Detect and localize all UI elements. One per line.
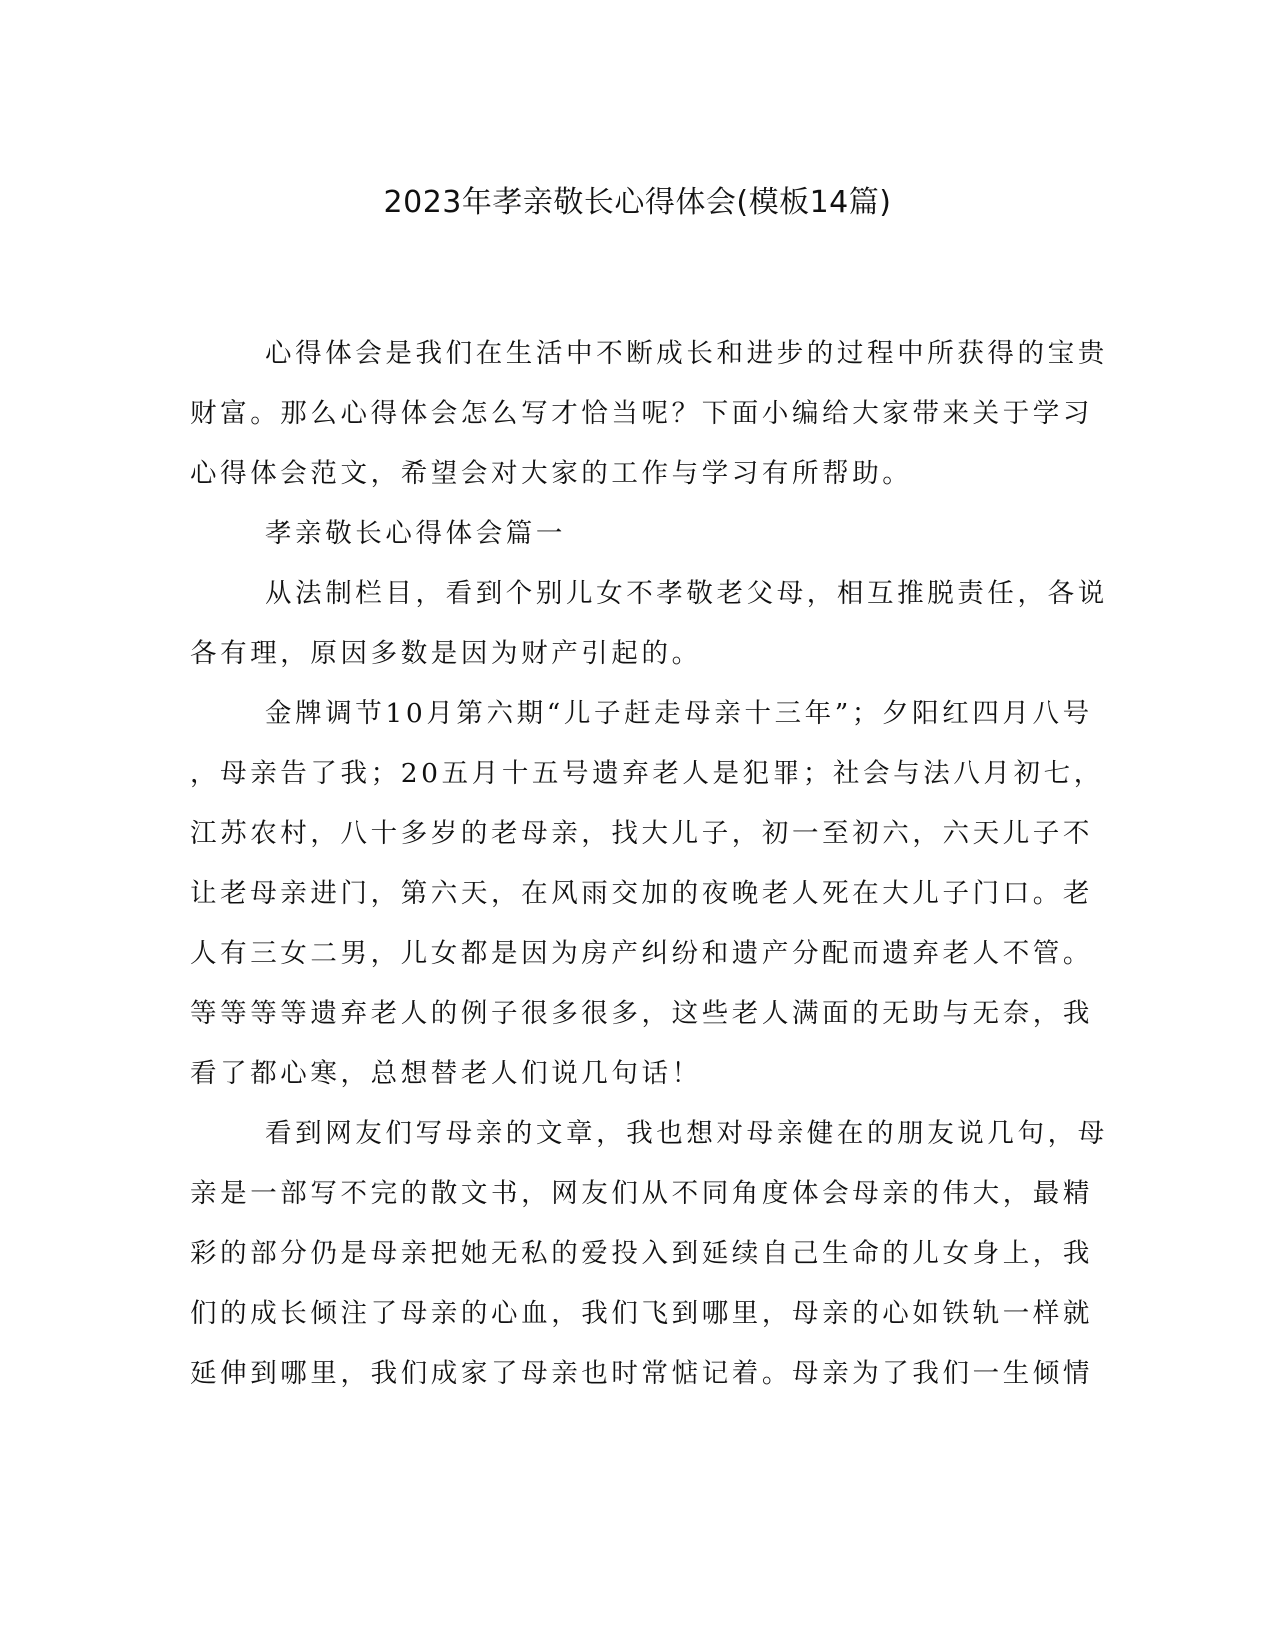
text-line: 等等等等遗弃老人的例子很多很多，这些老人满面的无助与无奈，我 [190, 998, 1093, 1029]
text-line: ，母亲告了我；20五月十五号遗弃老人是犯罪；社会与法八月初七， [190, 758, 1104, 789]
text-line: 从法制栏目，看到个别儿女不孝敬老父母，相互推脱责任，各说 [265, 578, 1108, 609]
text-line: 财富。那么心得体会怎么写才恰当呢？下面小编给大家带来关于学习 [190, 398, 1093, 429]
text-line: 心得体会范文，希望会对大家的工作与学习有所帮助。 [190, 458, 913, 489]
text-line: 人有三女二男，儿女都是因为房产纠纷和遗产分配而遗弃老人不管。 [190, 938, 1093, 969]
document-title: 2023年孝亲敬长心得体会(模板14篇) [383, 185, 892, 220]
text-line: 江苏农村，八十多岁的老母亲，找大儿子，初一至初六，六天儿子不 [190, 818, 1093, 849]
paragraph-intro [190, 324, 1108, 504]
paragraph [190, 1104, 1108, 1404]
paragraph [190, 684, 1104, 1104]
section-heading: 孝亲敬长心得体会篇一 [265, 518, 566, 549]
text-line: 看了都心寒，总想替老人们说几句话！ [190, 1058, 702, 1089]
text-line: 让老母亲进门，第六天，在风雨交加的夜晚老人死在大儿子门口。老 [190, 878, 1093, 909]
text-line: 心得体会是我们在生活中不断成长和进步的过程中所获得的宝贵 [265, 338, 1108, 369]
text-line: 彩的部分仍是母亲把她无私的爱投入到延续自己生命的儿女身上，我 [190, 1238, 1093, 1269]
document-body [190, 324, 1108, 1404]
text-line: 延伸到哪里，我们成家了母亲也时常惦记着。母亲为了我们一生倾情 [190, 1358, 1093, 1389]
text-line: 金牌调节10月第六期“儿子赶走母亲十三年”；夕阳红四月八号 [265, 698, 1093, 729]
text-line: 各有理，原因多数是因为财产引起的。 [190, 638, 702, 669]
text-line: 亲是一部写不完的散文书，网友们从不同角度体会母亲的伟大，最精 [190, 1178, 1093, 1209]
paragraph [190, 564, 1108, 684]
text-line: 看到网友们写母亲的文章，我也想对母亲健在的朋友说几句，母 [265, 1118, 1108, 1149]
text-line: 们的成长倾注了母亲的心血，我们飞到哪里，母亲的心如铁轨一样就 [190, 1298, 1093, 1329]
